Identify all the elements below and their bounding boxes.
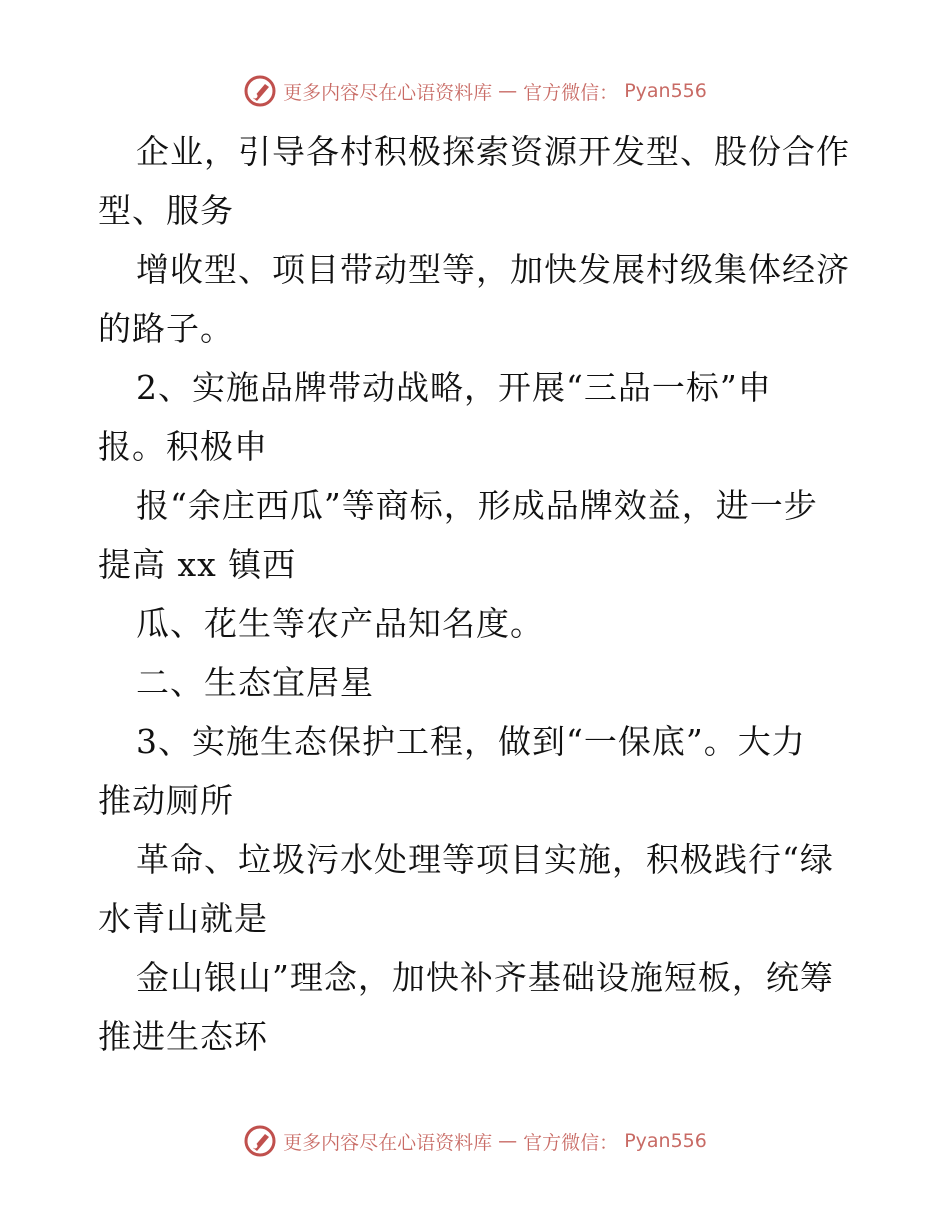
text-line: 推动厕所 <box>98 781 234 820</box>
text-line: 增收型、项目带动型等，加快发展村级集体经济 <box>136 250 850 289</box>
text-line: 3、实施生态保护工程，做到“一保底”。大力 <box>136 722 806 761</box>
section-heading: 二、生态宜居星 <box>136 663 374 702</box>
watermark-label: 官方微信： <box>523 81 619 104</box>
header-watermark <box>0 74 950 108</box>
footer-watermark <box>0 1124 950 1158</box>
document-body <box>98 122 858 1066</box>
watermark-id: Pyan556 <box>624 80 707 102</box>
text-line: 革命、垃圾污水处理等项目实施，积极践行“绿 <box>136 840 834 879</box>
watermark-separator: — <box>498 1130 518 1152</box>
watermark-text: 更多内容尽在心语资料库 <box>283 1131 493 1154</box>
text-line: 企业，引导各村积极探索资源开发型、股份合作 <box>136 132 850 171</box>
text-line: 型、服务 <box>98 191 234 230</box>
text-line: 金山银山”理念，加快补齐基础设施短板，统筹 <box>136 958 834 997</box>
watermark-separator: — <box>498 80 518 102</box>
text-line: 2、实施品牌带动战略，开展“三品一标”申 <box>136 368 772 407</box>
watermark-label: 官方微信： <box>523 1131 619 1154</box>
text-line: 水青山就是 <box>98 899 268 938</box>
text-line: 提高 xx 镇西 <box>98 545 297 584</box>
text-line: 报。积极申 <box>98 427 268 466</box>
text-line: 的路子。 <box>98 309 234 348</box>
text-line: 瓜、花生等农产品知名度。 <box>136 604 544 643</box>
watermark-text: 更多内容尽在心语资料库 <box>283 81 493 104</box>
text-line: 推进生态环 <box>98 1017 268 1056</box>
pen-logo-icon <box>243 1124 277 1158</box>
text-line: 报“余庄西瓜”等商标，形成品牌效益，进一步 <box>136 486 818 525</box>
watermark-id: Pyan556 <box>624 1130 707 1152</box>
pen-logo-icon <box>243 74 277 108</box>
